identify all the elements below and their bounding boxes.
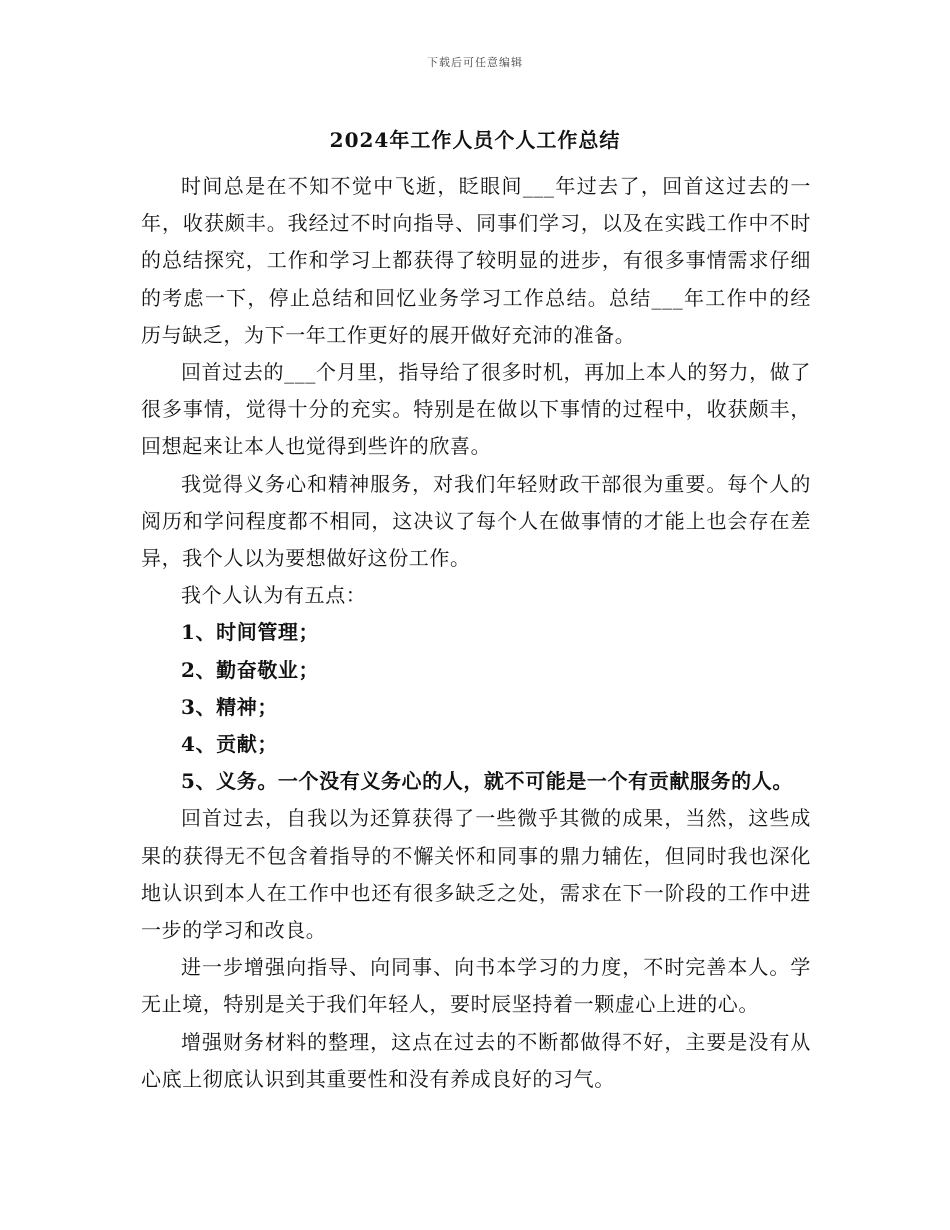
list-item: 1、时间管理； bbox=[181, 620, 320, 645]
document-body bbox=[141, 168, 811, 1098]
list-item: 3、精神； bbox=[181, 694, 278, 719]
paragraph: 我个人认为有五点： bbox=[181, 583, 367, 608]
paragraph: 回首过去的___个月里，指导给了很多时机，再加上本人的努力，做了很多事情，觉得十分的充实。特别是在做以下事情的过程中，收获颇丰，回想起来让本人也觉得到些许的欣喜。 bbox=[141, 360, 811, 459]
paragraph: 回首过去，自我以为还算获得了一些微乎其微的成果，当然，这些成果的获得无不包含着指导的不懈关怀和同事的鼎力辅佐，但同时我也深化地认识到本人在工作中也还有很多缺乏之处，需求在下一阶段的工作中进一步的学习和改良。 bbox=[141, 806, 811, 943]
list-item: 2、勤奋敬业； bbox=[181, 657, 320, 682]
list-item: 5、义务。一个没有义务心的人，就不可能是一个有贡献服务的人。 bbox=[181, 769, 793, 794]
paragraph: 增强财务材料的整理，这点在过去的不断都做得不好，主要是没有从心底上彻底认识到其重要性和没有养成良好的习气。 bbox=[141, 1029, 811, 1091]
paragraph: 我觉得义务心和精神服务，对我们年轻财政干部很为重要。每个人的阅历和学问程度都不相同，这决议了每个人在做事情的才能上也会存在差异，我个人以为要想做好这份工作。 bbox=[141, 471, 811, 571]
list-item: 4、贡献； bbox=[181, 732, 278, 757]
header-note: 下载后可任意编辑 bbox=[427, 56, 523, 69]
paragraph: 进一步增强向指导、向同事、向书本学习的力度，不时完善本人。学无止境，特别是关于我们年轻人，要时辰坚持着一颗虚心上进的心。 bbox=[141, 955, 811, 1017]
document-title: 2024年工作人员个人工作总结 bbox=[329, 128, 621, 152]
paragraph: 时间总是在不知不觉中飞逝，眨眼间___年过去了，回首这过去的一年，收获颇丰。我经过不时向指导、同事们学习，以及在实践工作中不时的总结探究，工作和学习上都获得了较明显的进步，有很多事情需求仔细的考虑一下，停止总结和回忆业务学习工作总结。总结___年工作中的经历与缺乏，为下一年工作更好的展开做好充沛的准备。 bbox=[141, 174, 811, 347]
